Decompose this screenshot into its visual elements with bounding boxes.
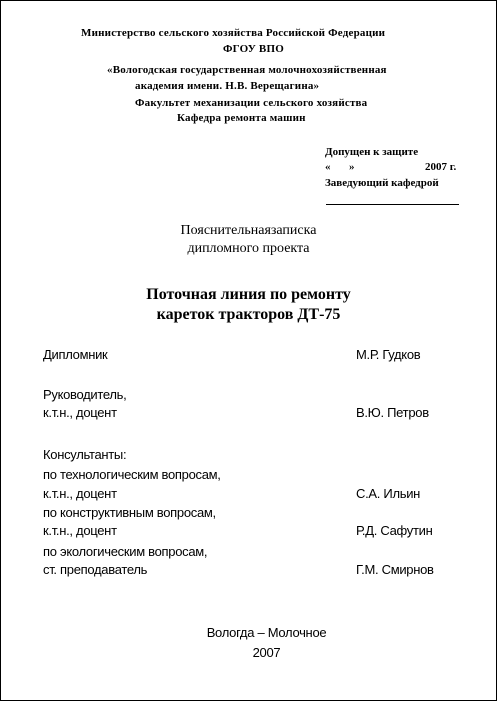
consultant-3-role-2: ст. преподаватель [43,562,148,577]
approval-year: 2007 г. [425,161,457,173]
footer-city: Вологда – Молочное [206,625,327,640]
consultant-2-role-2: к.т.н., доцент [43,523,117,538]
supervisor-role-1: Руководитель, [43,387,127,402]
consultant-2-name: Р.Д. Сафутин [356,523,433,538]
supervisor-role-2: к.т.н., доцент [43,405,117,420]
consultant-2-role-1: по конструктивным вопросам, [43,505,216,520]
faculty-line: Факультет механизации сельского хозяйства [135,97,368,109]
institution-type-line: ФГОУ ВПО [223,43,284,55]
approval-heading: Допущен к защите [325,146,419,158]
project-title-line-1: Поточная линия по ремонту [146,286,351,303]
consultant-3-name: Г.М. Смирнов [356,562,434,577]
consultant-1-name: С.А. Ильин [356,486,421,501]
consultant-1-role-1: по технологическим вопросам, [43,467,221,482]
approval-head-of-department: Заведующий кафедрой [325,177,439,189]
consultant-1-role-2: к.т.н., доцент [43,486,117,501]
consultants-label: Консультанты: [43,447,127,462]
supervisor-name: В.Ю. Петров [356,405,429,420]
consultant-3-role-1: по экологическим вопросам, [43,544,208,559]
note-line-1: Пояснительнаязаписка [180,223,317,238]
department-line: Кафедра ремонта машин [177,112,306,124]
approval-date-close: » [349,161,355,173]
student-role: Дипломник [43,347,108,362]
note-line-2: дипломного проекта [187,241,310,256]
approval-date-open: « [325,161,331,173]
ministry-line: Министерство сельского хозяйства Российской Федерации [81,27,386,39]
student-name: М.Р. Гудков [356,347,421,362]
footer-year: 2007 [252,645,281,660]
academy-line-1: «Вологодская государственная молочнохозяйственная [107,64,387,76]
academy-line-2: академия имени. Н.В. Верещагина» [135,80,320,92]
project-title-line-2: кареток тракторов ДТ-75 [156,306,341,323]
signature-line [326,204,459,205]
